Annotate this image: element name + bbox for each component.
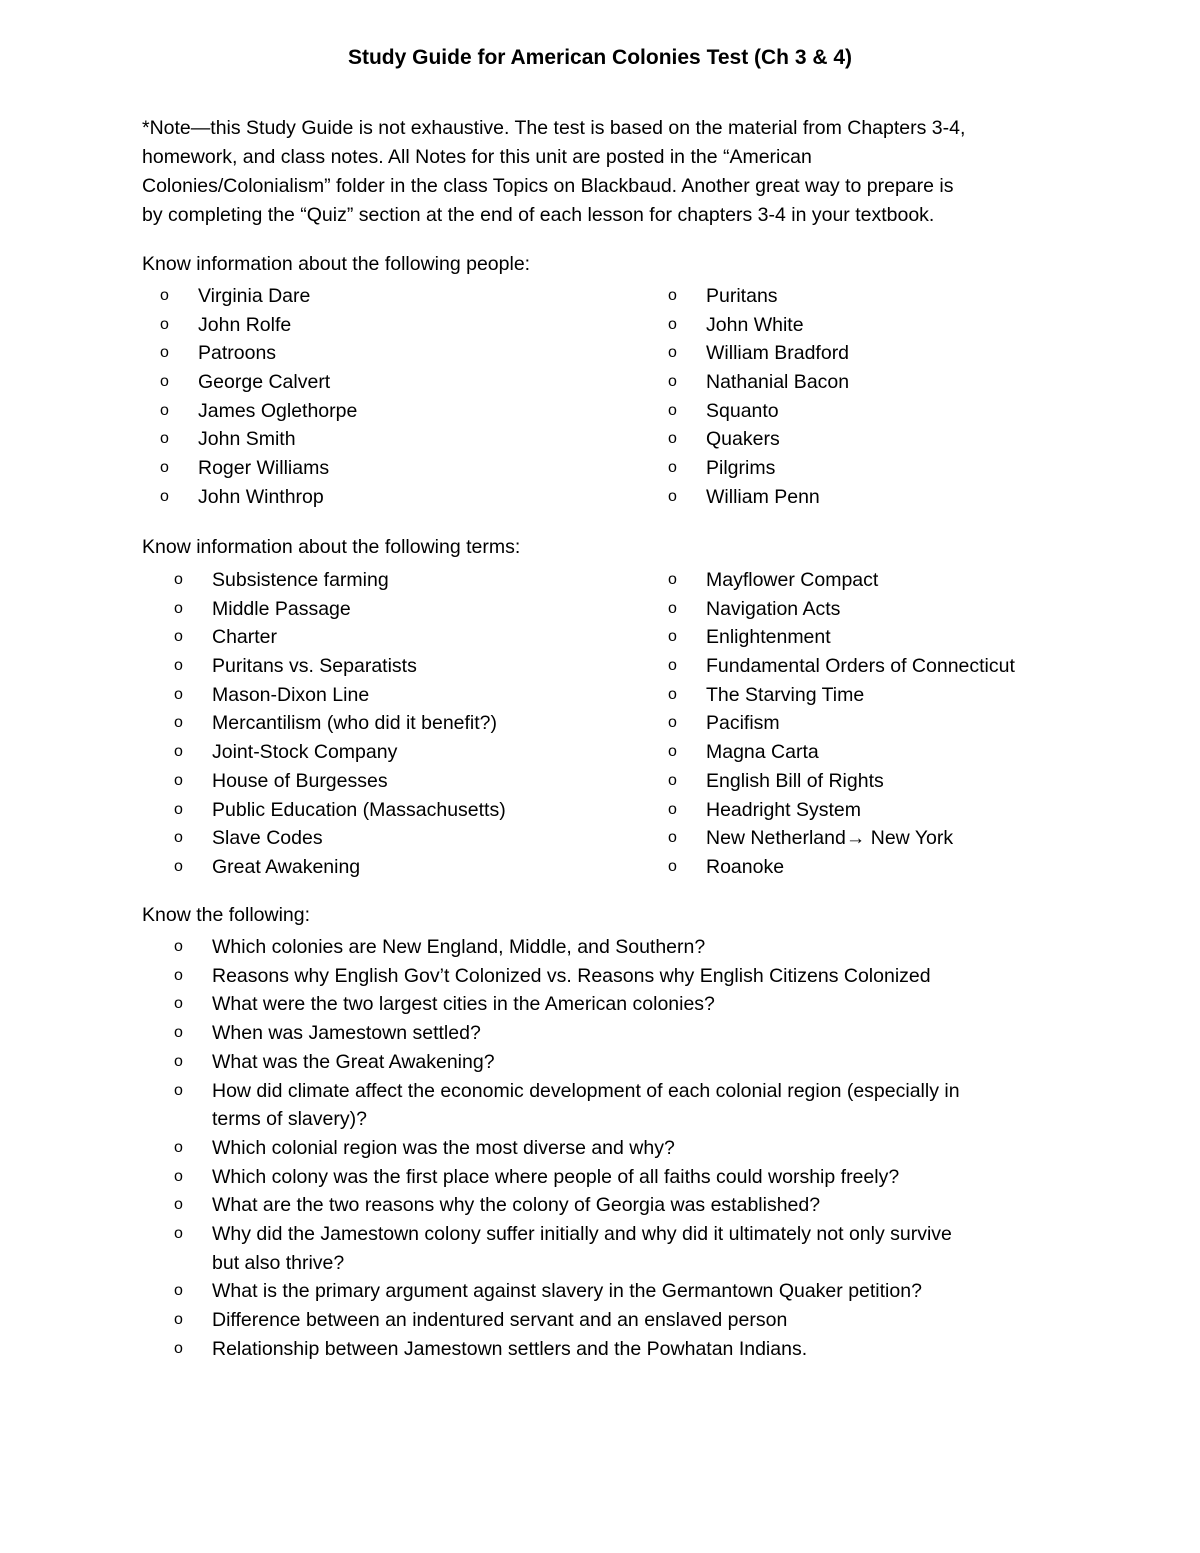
- term-item-text: Fundamental Orders of Connecticut: [706, 655, 1015, 678]
- term-item-text: Middle Passage: [212, 597, 351, 620]
- question-line: terms of slavery)?: [212, 1108, 367, 1131]
- bullet-icon: o: [668, 373, 677, 391]
- question-line: Why did the Jamestown colony suffer initially and why did it ultimately not only survive: [212, 1223, 952, 1246]
- question-item: [174, 1077, 1052, 1134]
- term-item-text: New Netherland→ New York: [706, 827, 954, 850]
- note-line: Colonies/Colonialism” folder in the class Topics on Blackbaud. Another great way to prepare is: [142, 175, 954, 197]
- bullet-icon: o: [668, 459, 677, 477]
- bullet-icon: o: [174, 1225, 183, 1243]
- bullet-icon: o: [668, 685, 677, 703]
- terms-heading: Know information about the following terms:: [142, 536, 521, 558]
- term-item-text: Public Education (Massachusetts): [212, 798, 506, 821]
- person-item-text: Virginia Dare: [198, 285, 311, 307]
- question-item: [174, 1277, 1052, 1306]
- person-item-text: William Penn: [706, 485, 820, 508]
- bullet-icon: o: [160, 459, 169, 477]
- term-item-text: English Bill of Rights: [706, 769, 884, 792]
- bullet-icon: o: [174, 1052, 183, 1070]
- note-line: by completing the “Quiz” section at the end of each lesson for chapters 3-4 in your textbook.: [142, 204, 935, 226]
- question-line: How did climate affect the economic development of each colonial region (especially in: [212, 1079, 960, 1102]
- question-item: [174, 1019, 1052, 1048]
- bullet-icon: o: [160, 487, 169, 505]
- bullet-icon: o: [174, 1282, 183, 1300]
- question-item: [174, 1163, 1052, 1192]
- person-item-text: Quakers: [706, 428, 780, 451]
- term-item-text: Headright System: [706, 798, 861, 821]
- bullet-icon: o: [174, 829, 183, 847]
- bullet-icon: o: [174, 771, 183, 789]
- note-paragraph: [142, 114, 1072, 230]
- bullet-icon: o: [174, 857, 183, 875]
- question-line: What is the primary argument against slavery in the Germantown Quaker petition?: [212, 1280, 922, 1303]
- bullet-icon: o: [174, 714, 183, 732]
- note-line: *Note—this Study Guide is not exhaustive. The test is based on the material from Chapters 3-4,: [142, 117, 966, 139]
- bullet-icon: o: [174, 571, 183, 588]
- person-item-text: Patroons: [198, 342, 277, 365]
- person-item-text: Pilgrims: [706, 457, 776, 480]
- question-item: [174, 1048, 1052, 1077]
- bullet-icon: o: [668, 829, 677, 847]
- bullet-icon: o: [668, 714, 677, 732]
- question-line: Which colonial region was the most diverse and why?: [212, 1136, 675, 1159]
- term-item-text: Mercantilism (who did it benefit?): [212, 712, 498, 735]
- bullet-icon: o: [174, 938, 183, 955]
- question-line: Which colonies are New England, Middle, and Southern?: [212, 936, 706, 958]
- question-line: When was Jamestown settled?: [212, 1022, 481, 1045]
- question-line: Difference between an indentured servant and an enslaved person: [212, 1309, 788, 1332]
- person-item-text: William Bradford: [706, 342, 850, 365]
- term-item-text: Roanoke: [706, 855, 785, 878]
- person-item-text: John White: [706, 313, 804, 336]
- person-item-text: James Oglethorpe: [198, 399, 358, 422]
- bullet-icon: o: [174, 685, 183, 703]
- question-item: [174, 962, 1052, 991]
- bullet-icon: o: [174, 599, 183, 617]
- bullet-icon: o: [668, 743, 677, 761]
- bullet-icon: o: [174, 995, 183, 1013]
- term-item-text: Pacifism: [706, 712, 780, 735]
- term-item-text: Subsistence farming: [212, 569, 389, 591]
- term-item-text: Slave Codes: [212, 827, 323, 850]
- term-item-text: Joint-Stock Company: [212, 741, 398, 764]
- person-item-text: John Rolfe: [198, 313, 292, 336]
- bullet-icon: o: [174, 800, 183, 818]
- bullet-icon: o: [668, 857, 677, 875]
- term-item-text: Puritans vs. Separatists: [212, 655, 417, 678]
- note-line: homework, and class notes. All Notes for this unit are posted in the “American: [142, 146, 812, 168]
- term-item-text: Mayflower Compact: [706, 569, 879, 591]
- question-line: Relationship between Jamestown settlers and the Powhatan Indians.: [212, 1337, 808, 1360]
- question-line: Which colony was the first place where people of all faiths could worship freely?: [212, 1165, 900, 1188]
- bullet-icon: o: [160, 344, 169, 362]
- bullet-icon: o: [668, 430, 677, 448]
- bullet-icon: o: [174, 1196, 183, 1214]
- bullet-icon: o: [668, 800, 677, 818]
- person-item-text: John Winthrop: [198, 485, 324, 508]
- bullet-icon: o: [668, 771, 677, 789]
- person-item-text: Nathanial Bacon: [706, 371, 850, 394]
- term-item-text: House of Burgesses: [212, 769, 388, 792]
- bullet-icon: o: [668, 487, 677, 505]
- question-item: [174, 1134, 1052, 1163]
- bullet-icon: o: [160, 430, 169, 448]
- term-item-text: Mason-Dixon Line: [212, 683, 370, 706]
- bullet-icon: o: [160, 401, 169, 419]
- question-item: [174, 990, 1052, 1019]
- term-item-text: Enlightenment: [706, 626, 831, 649]
- bullet-icon: o: [160, 315, 169, 333]
- bullet-icon: o: [174, 628, 183, 646]
- bullet-icon: o: [160, 373, 169, 391]
- person-item-text: John Smith: [198, 428, 296, 451]
- term-item-text: Charter: [212, 626, 278, 649]
- person-item-text: Squanto: [706, 399, 779, 422]
- question-item: [174, 1220, 1052, 1277]
- person-item-text: Roger Williams: [198, 457, 330, 480]
- bullet-icon: o: [174, 966, 183, 984]
- question-item: [174, 1306, 1052, 1335]
- bullet-icon: o: [174, 1024, 183, 1042]
- question-item: [174, 1191, 1052, 1220]
- bullet-icon: o: [668, 599, 677, 617]
- bullet-icon: o: [668, 344, 677, 362]
- bullet-icon: o: [174, 1081, 183, 1099]
- person-item-text: George Calvert: [198, 371, 331, 394]
- bullet-icon: o: [668, 628, 677, 646]
- question-line: but also thrive?: [212, 1251, 345, 1274]
- bullet-icon: o: [174, 1138, 183, 1156]
- term-item-text: Magna Carta: [706, 741, 819, 764]
- question-item: [174, 933, 1052, 962]
- person-item-text: Puritans: [706, 285, 778, 307]
- bullet-icon: o: [174, 1339, 183, 1357]
- question-line: What was the Great Awakening?: [212, 1050, 495, 1073]
- know-heading: Know the following:: [142, 904, 311, 926]
- know-list: [174, 933, 1052, 1364]
- question-line: Reasons why English Gov’t Colonized vs. Reasons why English Citizens Colonized: [212, 964, 931, 987]
- bullet-icon: o: [668, 401, 677, 419]
- bullet-icon: o: [668, 657, 677, 675]
- term-item-text: Navigation Acts: [706, 597, 841, 620]
- bullet-icon: o: [160, 287, 169, 304]
- page-title: Study Guide for American Colonies Test (Ch 3 & 4): [347, 46, 853, 69]
- question-line: What were the two largest cities in the American colonies?: [212, 993, 715, 1016]
- bullet-icon: o: [174, 1311, 183, 1329]
- bullet-icon: o: [174, 1167, 183, 1185]
- bullet-icon: o: [668, 287, 677, 304]
- bullet-icon: o: [174, 743, 183, 761]
- bullet-icon: o: [668, 571, 677, 588]
- bullet-icon: o: [668, 315, 677, 333]
- people-heading: Know information about the following people:: [142, 253, 531, 275]
- question-line: What are the two reasons why the colony of Georgia was established?: [212, 1194, 821, 1217]
- bullet-icon: o: [174, 657, 183, 675]
- question-item: [174, 1335, 1052, 1364]
- term-item-text: The Starving Time: [706, 683, 865, 706]
- term-item-text: Great Awakening: [212, 855, 361, 878]
